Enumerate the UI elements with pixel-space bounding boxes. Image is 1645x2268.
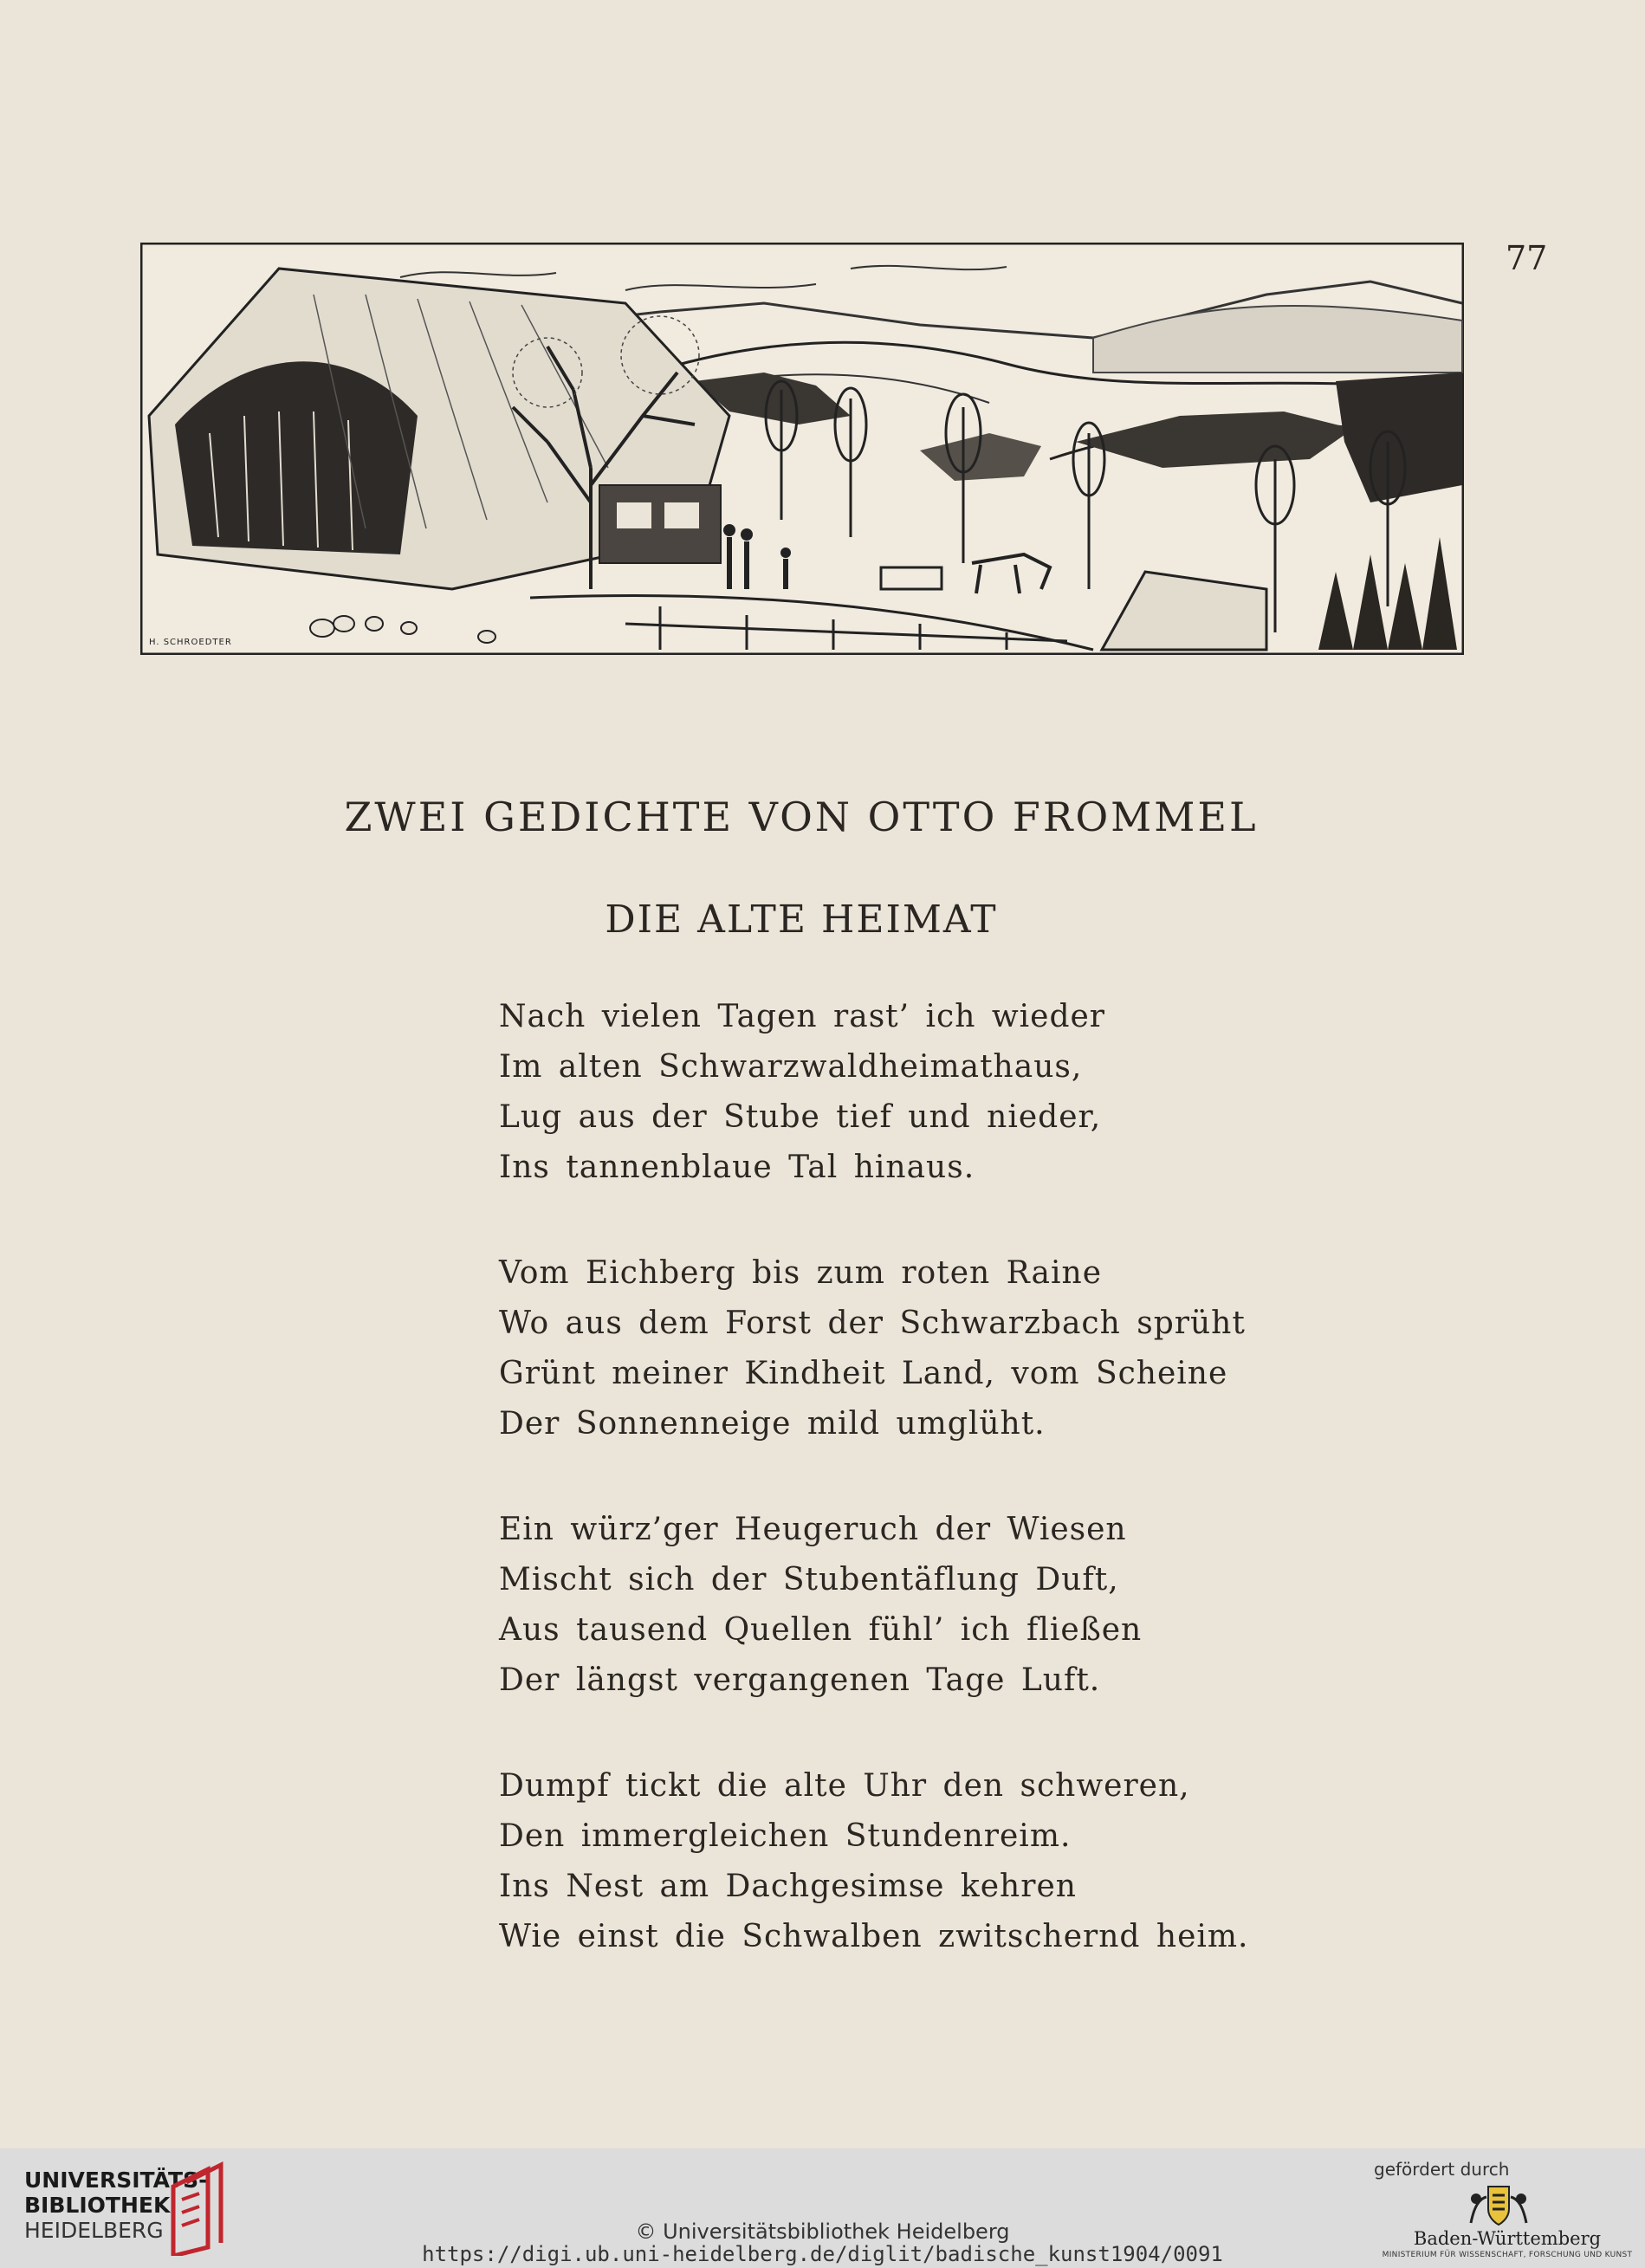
poem-line: Ins Nest am Dachgesimse kehren [499, 1869, 1077, 1904]
ministry-name: MINISTERIUM FÜR WISSENSCHAFT, FORSCHUNG UND KUNST [1382, 2251, 1633, 2259]
poem-line: Im alten Schwarzwaldheimathaus, [499, 1049, 1083, 1085]
footer-bar [0, 2148, 1645, 2268]
funded-by-label: gefördert durch [1374, 2159, 1510, 2180]
poem-line: Der Sonnenneige mild umglüht. [499, 1406, 1046, 1442]
poem-line: Den immergleichen Stundenreim. [499, 1818, 1072, 1854]
state-name: Baden-Württemberg [1413, 2228, 1602, 2249]
poem-line: Mischt sich der Stubentäflung Duft, [499, 1562, 1119, 1597]
stanza [499, 1761, 1348, 1962]
page-number: 77 [1506, 239, 1548, 277]
poem-line: Wie einst die Schwalben zwitschernd heim. [499, 1919, 1249, 1954]
poem-line: Ins tannenblaue Tal hinaus. [499, 1150, 975, 1185]
library-name-line1: UNIVERSITÄTS- [24, 2168, 208, 2193]
stanza [499, 1248, 1348, 1449]
library-name-line2: BIBLIOTHEK [24, 2193, 171, 2218]
library-name-line3: HEIDELBERG [24, 2218, 164, 2243]
poem-line: Aus tausend Quellen fühl’ ich fließen [499, 1612, 1143, 1648]
poem-line: Vom Eichberg bis zum roten Raine [499, 1255, 1103, 1291]
permalink-url[interactable]: https://digi.ub.uni-heidelberg.de/diglit/badische_kunst1904/0091 [422, 2242, 1223, 2266]
header-illustration [140, 243, 1464, 655]
stanza [499, 1505, 1348, 1706]
poem-line: Der längst vergangenen Tage Luft. [499, 1662, 1101, 1698]
collection-title: ZWEI GEDICHTE VON OTTO FROMMEL [344, 794, 1259, 840]
poem-line: Nach vielen Tagen rast’ ich wieder [499, 999, 1106, 1034]
copyright-text: © Universitätsbibliothek Heidelberg [635, 2219, 1010, 2244]
landscape-farmhouse-icon [140, 243, 1464, 655]
state-crest-icon [1464, 2180, 1533, 2228]
stanza [499, 992, 1348, 1193]
poem-line: Dumpf tickt die alte Uhr den schweren, [499, 1768, 1190, 1804]
illustration-signature: H. SCHROEDTER [149, 638, 232, 647]
poem-line: Lug aus der Stube tief und nieder, [499, 1099, 1102, 1135]
poem-line: Ein würz’ger Heugeruch der Wiesen [499, 1512, 1127, 1547]
poem-line: Wo aus dem Forst der Schwarzbach sprüht [499, 1306, 1246, 1341]
poem-body [499, 992, 1348, 2018]
poem-title: DIE ALTE HEIMAT [605, 897, 998, 942]
poem-line: Grünt meiner Kindheit Land, vom Scheine [499, 1356, 1228, 1391]
